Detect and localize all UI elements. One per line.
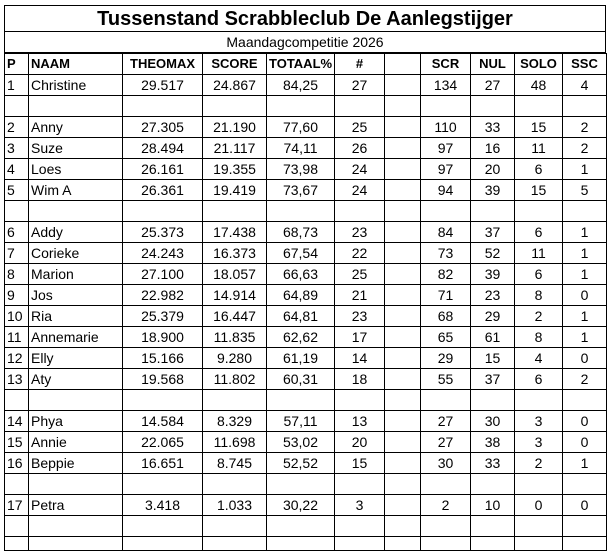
cell-score: 1.033 — [203, 495, 267, 516]
cell-position: 14 — [5, 411, 29, 432]
cell-solo: 3 — [515, 432, 563, 453]
cell-theomax: 14.584 — [123, 411, 203, 432]
empty-cell — [421, 516, 471, 537]
cell-position: 5 — [5, 180, 29, 201]
cell-solo: 2 — [515, 453, 563, 474]
cell-position: 6 — [5, 222, 29, 243]
cell-nul: 61 — [471, 327, 515, 348]
cell-scr: 2 — [421, 495, 471, 516]
cell-scr: 84 — [421, 222, 471, 243]
standings-table — [4, 53, 607, 551]
cell-nul: 37 — [471, 369, 515, 390]
cell-name: Elly — [29, 348, 123, 369]
cell-score: 16.447 — [203, 306, 267, 327]
cell-theomax: 22.982 — [123, 285, 203, 306]
cell-total-pct: 66,63 — [267, 264, 335, 285]
empty-cell — [421, 474, 471, 495]
cell-games: 25 — [335, 117, 385, 138]
empty-cell — [515, 96, 563, 117]
cell-total-pct: 64,89 — [267, 285, 335, 306]
empty-cell — [385, 516, 421, 537]
table-row — [5, 369, 607, 390]
empty-cell — [5, 390, 29, 411]
cell-theomax: 27.100 — [123, 264, 203, 285]
empty-cell — [203, 96, 267, 117]
cell-solo: 0 — [515, 495, 563, 516]
empty-cell — [123, 474, 203, 495]
cell-total-pct: 68,73 — [267, 222, 335, 243]
empty-cell — [267, 516, 335, 537]
table-row — [5, 432, 607, 453]
cell-theomax: 27.305 — [123, 117, 203, 138]
cell-total-pct: 64,81 — [267, 306, 335, 327]
empty-cell — [29, 537, 123, 551]
header-row — [5, 54, 607, 75]
empty-cell — [203, 390, 267, 411]
cell-position: 17 — [5, 495, 29, 516]
empty-cell — [471, 201, 515, 222]
cell-ssc: 2 — [563, 369, 607, 390]
cell-position: 1 — [5, 75, 29, 96]
cell-scr: 134 — [421, 75, 471, 96]
cell-ssc: 5 — [563, 180, 607, 201]
cell-total-pct: 67,54 — [267, 243, 335, 264]
cell-position: 10 — [5, 306, 29, 327]
cell-score: 17.438 — [203, 222, 267, 243]
cell-name: Christine — [29, 75, 123, 96]
cell-scr: 29 — [421, 348, 471, 369]
cell-name: Suze — [29, 138, 123, 159]
sheet-title: Tussenstand Scrabbleclub De Aanlegstijger — [4, 5, 606, 32]
empty-cell — [335, 537, 385, 551]
cell-scr: 97 — [421, 159, 471, 180]
empty-cell — [563, 201, 607, 222]
header-ssc: SSC — [563, 54, 607, 75]
cell-score: 8.745 — [203, 453, 267, 474]
cell-ssc: 0 — [563, 285, 607, 306]
table-row — [5, 495, 607, 516]
cell-ssc: 1 — [563, 159, 607, 180]
cell-total-pct: 77,60 — [267, 117, 335, 138]
empty-cell — [385, 537, 421, 551]
cell-ssc: 1 — [563, 306, 607, 327]
cell-position: 8 — [5, 264, 29, 285]
cell-games: 25 — [335, 264, 385, 285]
empty-cell — [203, 516, 267, 537]
cell-theomax: 22.065 — [123, 432, 203, 453]
cell-solo: 6 — [515, 222, 563, 243]
empty-cell — [5, 96, 29, 117]
cell-name: Aty — [29, 369, 123, 390]
cell-spacer — [385, 117, 421, 138]
empty-cell — [29, 201, 123, 222]
cell-position: 2 — [5, 117, 29, 138]
empty-cell — [515, 537, 563, 551]
cell-scr: 68 — [421, 306, 471, 327]
cell-games: 24 — [335, 159, 385, 180]
empty-cell — [385, 474, 421, 495]
cell-nul: 10 — [471, 495, 515, 516]
empty-cell — [203, 201, 267, 222]
empty-cell — [515, 516, 563, 537]
cell-name: Beppie — [29, 453, 123, 474]
cell-ssc: 0 — [563, 495, 607, 516]
cell-score: 9.280 — [203, 348, 267, 369]
cell-theomax: 16.651 — [123, 453, 203, 474]
cell-theomax: 25.373 — [123, 222, 203, 243]
table-row — [5, 75, 607, 96]
cell-theomax: 26.161 — [123, 159, 203, 180]
cell-score: 14.914 — [203, 285, 267, 306]
empty-cell — [385, 390, 421, 411]
empty-cell — [29, 516, 123, 537]
cell-games: 22 — [335, 243, 385, 264]
empty-cell — [421, 390, 471, 411]
table-row — [5, 222, 607, 243]
cell-spacer — [385, 348, 421, 369]
cell-nul: 37 — [471, 222, 515, 243]
empty-cell — [123, 516, 203, 537]
cell-ssc: 0 — [563, 411, 607, 432]
cell-solo: 11 — [515, 243, 563, 264]
header-name: NAAM — [29, 54, 123, 75]
empty-cell — [471, 516, 515, 537]
cell-spacer — [385, 264, 421, 285]
cell-games: 15 — [335, 453, 385, 474]
cell-theomax: 18.900 — [123, 327, 203, 348]
header-theomax: THEOMAX — [123, 54, 203, 75]
cell-nul: 29 — [471, 306, 515, 327]
cell-nul: 33 — [471, 117, 515, 138]
cell-solo: 4 — [515, 348, 563, 369]
header-scr: SCR — [421, 54, 471, 75]
table-row — [5, 180, 607, 201]
empty-cell — [471, 96, 515, 117]
cell-spacer — [385, 495, 421, 516]
separator-row — [5, 390, 607, 411]
cell-ssc: 2 — [563, 138, 607, 159]
table-row — [5, 117, 607, 138]
separator-row — [5, 96, 607, 117]
empty-cell — [5, 474, 29, 495]
table-row — [5, 348, 607, 369]
cell-games: 20 — [335, 432, 385, 453]
cell-spacer — [385, 222, 421, 243]
cell-name: Wim A — [29, 180, 123, 201]
cell-name: Addy — [29, 222, 123, 243]
cell-games: 18 — [335, 369, 385, 390]
cell-score: 21.117 — [203, 138, 267, 159]
standings-sheet — [4, 5, 606, 551]
cell-name: Annie — [29, 432, 123, 453]
header-total-pct: TOTAAL% — [267, 54, 335, 75]
cell-nul: 23 — [471, 285, 515, 306]
cell-name: Marion — [29, 264, 123, 285]
separator-row — [5, 201, 607, 222]
empty-cell — [29, 474, 123, 495]
cell-scr: 71 — [421, 285, 471, 306]
cell-nul: 52 — [471, 243, 515, 264]
cell-position: 4 — [5, 159, 29, 180]
empty-cell — [203, 537, 267, 551]
cell-scr: 94 — [421, 180, 471, 201]
cell-name: Jos — [29, 285, 123, 306]
cell-ssc: 2 — [563, 117, 607, 138]
cell-total-pct: 57,11 — [267, 411, 335, 432]
cell-ssc: 4 — [563, 75, 607, 96]
empty-cell — [267, 390, 335, 411]
cell-score: 24.867 — [203, 75, 267, 96]
empty-cell — [471, 390, 515, 411]
cell-ssc: 0 — [563, 348, 607, 369]
header-solo: SOLO — [515, 54, 563, 75]
cell-solo: 2 — [515, 306, 563, 327]
empty-cell — [335, 96, 385, 117]
cell-position: 3 — [5, 138, 29, 159]
header-games: # — [335, 54, 385, 75]
cell-games: 14 — [335, 348, 385, 369]
empty-cell — [267, 201, 335, 222]
header-score: SCORE — [203, 54, 267, 75]
cell-spacer — [385, 432, 421, 453]
cell-games: 23 — [335, 222, 385, 243]
cell-nul: 30 — [471, 411, 515, 432]
cell-position: 15 — [5, 432, 29, 453]
sheet-subtitle: Maandagcompetitie 2026 — [4, 32, 606, 53]
cell-theomax: 29.517 — [123, 75, 203, 96]
cell-spacer — [385, 75, 421, 96]
cell-scr: 27 — [421, 411, 471, 432]
cell-score: 11.835 — [203, 327, 267, 348]
header-position: P — [5, 54, 29, 75]
table-row — [5, 453, 607, 474]
cell-nul: 39 — [471, 180, 515, 201]
cell-spacer — [385, 243, 421, 264]
cell-ssc: 1 — [563, 264, 607, 285]
table-row — [5, 264, 607, 285]
cell-position: 7 — [5, 243, 29, 264]
table-row — [5, 327, 607, 348]
empty-cell — [123, 537, 203, 551]
separator-row — [5, 516, 607, 537]
cell-theomax: 28.494 — [123, 138, 203, 159]
cell-position: 9 — [5, 285, 29, 306]
cell-score: 11.802 — [203, 369, 267, 390]
cell-theomax: 15.166 — [123, 348, 203, 369]
empty-cell — [267, 537, 335, 551]
empty-cell — [5, 516, 29, 537]
cell-solo: 11 — [515, 138, 563, 159]
cell-name: Petra — [29, 495, 123, 516]
empty-cell — [563, 537, 607, 551]
empty-cell — [123, 201, 203, 222]
cell-total-pct: 52,52 — [267, 453, 335, 474]
empty-cell — [29, 390, 123, 411]
cell-solo: 3 — [515, 411, 563, 432]
empty-cell — [563, 96, 607, 117]
empty-cell — [563, 516, 607, 537]
cell-name: Loes — [29, 159, 123, 180]
cell-position: 13 — [5, 369, 29, 390]
cell-ssc: 0 — [563, 432, 607, 453]
cell-spacer — [385, 453, 421, 474]
separator-row — [5, 537, 607, 551]
cell-position: 12 — [5, 348, 29, 369]
empty-cell — [5, 537, 29, 551]
cell-nul: 15 — [471, 348, 515, 369]
empty-cell — [421, 201, 471, 222]
cell-solo: 6 — [515, 264, 563, 285]
table-row — [5, 138, 607, 159]
cell-total-pct: 61,19 — [267, 348, 335, 369]
cell-games: 17 — [335, 327, 385, 348]
cell-theomax: 19.568 — [123, 369, 203, 390]
empty-cell — [421, 96, 471, 117]
cell-solo: 48 — [515, 75, 563, 96]
cell-solo: 8 — [515, 285, 563, 306]
cell-spacer — [385, 285, 421, 306]
empty-cell — [385, 96, 421, 117]
cell-spacer — [385, 369, 421, 390]
table-row — [5, 159, 607, 180]
cell-total-pct: 62,62 — [267, 327, 335, 348]
cell-solo: 6 — [515, 369, 563, 390]
cell-total-pct: 53,02 — [267, 432, 335, 453]
cell-ssc: 1 — [563, 453, 607, 474]
cell-score: 11.698 — [203, 432, 267, 453]
empty-cell — [471, 537, 515, 551]
empty-cell — [335, 390, 385, 411]
empty-cell — [515, 201, 563, 222]
separator-row — [5, 474, 607, 495]
cell-games: 21 — [335, 285, 385, 306]
cell-position: 11 — [5, 327, 29, 348]
cell-games: 26 — [335, 138, 385, 159]
empty-cell — [515, 474, 563, 495]
cell-spacer — [385, 306, 421, 327]
cell-ssc: 1 — [563, 243, 607, 264]
empty-cell — [563, 474, 607, 495]
cell-games: 27 — [335, 75, 385, 96]
cell-name: Anny — [29, 117, 123, 138]
empty-cell — [335, 516, 385, 537]
cell-score: 16.373 — [203, 243, 267, 264]
cell-score: 21.190 — [203, 117, 267, 138]
cell-nul: 38 — [471, 432, 515, 453]
cell-games: 3 — [335, 495, 385, 516]
cell-theomax: 3.418 — [123, 495, 203, 516]
table-row — [5, 243, 607, 264]
cell-score: 19.355 — [203, 159, 267, 180]
cell-score: 8.329 — [203, 411, 267, 432]
empty-cell — [123, 390, 203, 411]
table-row — [5, 306, 607, 327]
cell-name: Corieke — [29, 243, 123, 264]
cell-ssc: 1 — [563, 222, 607, 243]
cell-spacer — [385, 411, 421, 432]
empty-cell — [267, 96, 335, 117]
cell-spacer — [385, 327, 421, 348]
empty-cell — [123, 96, 203, 117]
cell-nul: 16 — [471, 138, 515, 159]
cell-games: 23 — [335, 306, 385, 327]
cell-games: 13 — [335, 411, 385, 432]
cell-scr: 97 — [421, 138, 471, 159]
cell-ssc: 1 — [563, 327, 607, 348]
cell-scr: 82 — [421, 264, 471, 285]
empty-cell — [29, 96, 123, 117]
cell-scr: 73 — [421, 243, 471, 264]
empty-cell — [203, 474, 267, 495]
cell-theomax: 24.243 — [123, 243, 203, 264]
cell-solo: 15 — [515, 180, 563, 201]
cell-name: Annemarie — [29, 327, 123, 348]
cell-total-pct: 73,67 — [267, 180, 335, 201]
empty-cell — [471, 474, 515, 495]
header-spacer — [385, 54, 421, 75]
cell-total-pct: 60,31 — [267, 369, 335, 390]
cell-total-pct: 30,22 — [267, 495, 335, 516]
table-row — [5, 285, 607, 306]
cell-total-pct: 84,25 — [267, 75, 335, 96]
cell-score: 18.057 — [203, 264, 267, 285]
cell-solo: 8 — [515, 327, 563, 348]
cell-nul: 33 — [471, 453, 515, 474]
empty-cell — [267, 474, 335, 495]
empty-cell — [335, 201, 385, 222]
cell-scr: 110 — [421, 117, 471, 138]
empty-cell — [5, 201, 29, 222]
cell-spacer — [385, 159, 421, 180]
empty-cell — [421, 537, 471, 551]
cell-solo: 15 — [515, 117, 563, 138]
cell-position: 16 — [5, 453, 29, 474]
header-nul: NUL — [471, 54, 515, 75]
empty-cell — [515, 390, 563, 411]
cell-score: 19.419 — [203, 180, 267, 201]
cell-total-pct: 74,11 — [267, 138, 335, 159]
empty-cell — [385, 201, 421, 222]
cell-spacer — [385, 138, 421, 159]
cell-scr: 55 — [421, 369, 471, 390]
cell-nul: 20 — [471, 159, 515, 180]
cell-name: Ria — [29, 306, 123, 327]
cell-theomax: 25.379 — [123, 306, 203, 327]
cell-games: 24 — [335, 180, 385, 201]
cell-theomax: 26.361 — [123, 180, 203, 201]
cell-scr: 27 — [421, 432, 471, 453]
cell-spacer — [385, 180, 421, 201]
cell-nul: 27 — [471, 75, 515, 96]
cell-name: Phya — [29, 411, 123, 432]
cell-total-pct: 73,98 — [267, 159, 335, 180]
cell-scr: 30 — [421, 453, 471, 474]
cell-scr: 65 — [421, 327, 471, 348]
standings-body — [5, 54, 607, 551]
table-row — [5, 411, 607, 432]
cell-solo: 6 — [515, 159, 563, 180]
empty-cell — [335, 474, 385, 495]
cell-nul: 39 — [471, 264, 515, 285]
empty-cell — [563, 390, 607, 411]
